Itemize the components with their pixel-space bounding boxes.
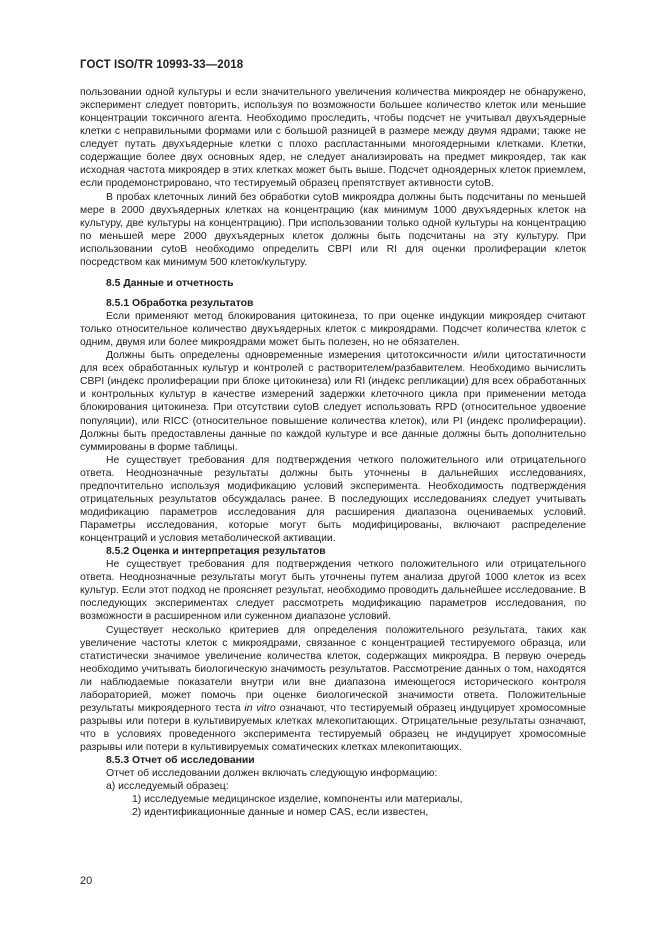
paragraph <box>80 624 586 755</box>
paragraph-text: означают, что тестируемый образец индуцирует хромосомные разрывы или потери в культивируемых клетках млекопитающих. Отрицательные результаты означают, что в условиях проведенного эксперимента тестируемый образец не индуцирует хромосомные разрывы или потери в культивируемых соматических клетках млекопитающих. <box>80 702 586 754</box>
paragraph: Отчет об исследовании должен включать следующую информацию: <box>106 768 438 780</box>
paragraph: Не существует требования для подтверждения четкого положительного или отрицательного ответа. Неоднозначные результаты должны быть уточнены в дальнейших исследованиях, предпочтительно используя модификацию условий эксперимента. Необходимость подтверждения отрицательных результатов обсуждалась ранее. В последующих исследованиях следует учитывать модификацию параметров исследования для расширения диапазона оцениваемых условий. Параметры исследования, которые могут быть модифицированы, включают распределение концентраций и условия метаболической активации. <box>80 454 586 545</box>
page-number: 20 <box>80 875 93 887</box>
paragraph: пользовании одной культуры и если значительного увеличения количества микроядер не обнаружено, эксперимент следует повторить, используя по возможности большее количество клеток или меньшие концентрации токсичного агента. Необходимо проследить, чтобы подсчет не учитывал двухъядерные клетки с неправильными формами или с большой разницей в размере между двумя ядрами; также не следует путать двухъядерные клетки с плохо распластанными многоядерными клетками. Клетки, содержащие более двух основных ядер, не следует анализировать на предмет микроядер, так как исходная частота микроядер в этих клетках может быть выше. Подсчет одноядерных клеток приемлем, если продемонстрировано, что тестируемый образец препятствует активности cytoB. <box>80 87 586 190</box>
list-item: 2) идентификационные данные и номер CAS, если известен, <box>132 807 429 819</box>
document-header: ГОСТ ISO/TR 10993-33—2018 <box>80 59 244 71</box>
paragraph-text: Существует несколько критериев для определения положительного результата, таких как увеличение частоты клеток с микроядрами, связанное с концентрацией тестируемого образца, или статистически значимое увеличение количества клеток, содержащих микроядра. В первую очередь необходимо учитывать биологическую значимость результатов. Рассмотрение данных о том, находятся ли наблюдаемые показатели внутри или вне диапазона имеющегося исторического контроля лабораторией, может помочь при оценке биологической значимости ответа. Положительные результаты микроядерного теста <box>80 624 586 714</box>
paragraph: В пробах клеточных линий без обработки cytoB микроядра должны быть подсчитаны по меньшей мере в 2000 двухъядерных клетках на концентрацию (как минимум 1000 двухъядерных клеток на культуру, две культуры на концентрацию). При использовании только одной культуры на концентрацию по меньшей мере 2000 двухъядерных клеток должны быть подсчитаны на эту культуру. При использовании cytoB необходимо определить CBPI или RI для оценки пролиферации клеток посредством как минимум 500 клеток/культуру. <box>80 191 586 268</box>
section-heading-8-5-2: 8.5.2 Оценка и интерпретация результатов <box>106 546 326 558</box>
paragraph: Должны быть определены одновременные измерения цитотоксичности и/или цитостатичности для всех обработанных культур и контролей с растворителем/разбавителем. Необходимо вычислить CBPI (индекс пролиферации при блоке цитокинеза) или RI (индекс репликации) для всех обработанных и контрольных культур в качестве измерений задержки клеточного цикла при применении метода блокирования цитокинеза. При отсутствии cytoB следует использовать RPD (относительное удвоение популяции), или RICC (относительное повышение количества клеток), или PI (индекс пролиферации). Должны быть предоставлены данные по каждой культуре и все данные должны быть дополнительно суммированы в форме таблицы. <box>80 350 586 453</box>
section-heading-8-5-3: 8.5.3 Отчет об исследовании <box>106 755 255 767</box>
list-item: 1) исследуемые медицинское изделие, компоненты или материалы, <box>132 794 463 806</box>
list-item: а) исследуемый образец: <box>106 781 229 793</box>
document-body <box>80 86 586 819</box>
section-heading-8-5-1: 8.5.1 Обработка результатов <box>106 297 254 309</box>
paragraph: Не существует требования для подтверждения четкого положительного или отрицательного ответа. Неоднозначные результаты могут быть уточнены путем анализа другой 1000 клеток из всех культур. Если этот подход не проясняет результат, необходимо проводить дальнейшее исследование. В последующих экспериментах следует рассмотреть модификацию параметров исследования, по возможности в расширенном или суженном диапазоне условий. <box>80 559 586 623</box>
section-heading-8-5: 8.5 Данные и отчетность <box>106 277 234 289</box>
italic-term: in vitro <box>244 702 276 714</box>
paragraph: Если применяют метод блокирования цитокинеза, то при оценке индукции микроядер считают только относительное количество двухъядерных клеток с микроядрами. Подсчет количества клеток с одним, двумя или более микроядрами может быть полезен, но не обязателен. <box>80 311 586 349</box>
